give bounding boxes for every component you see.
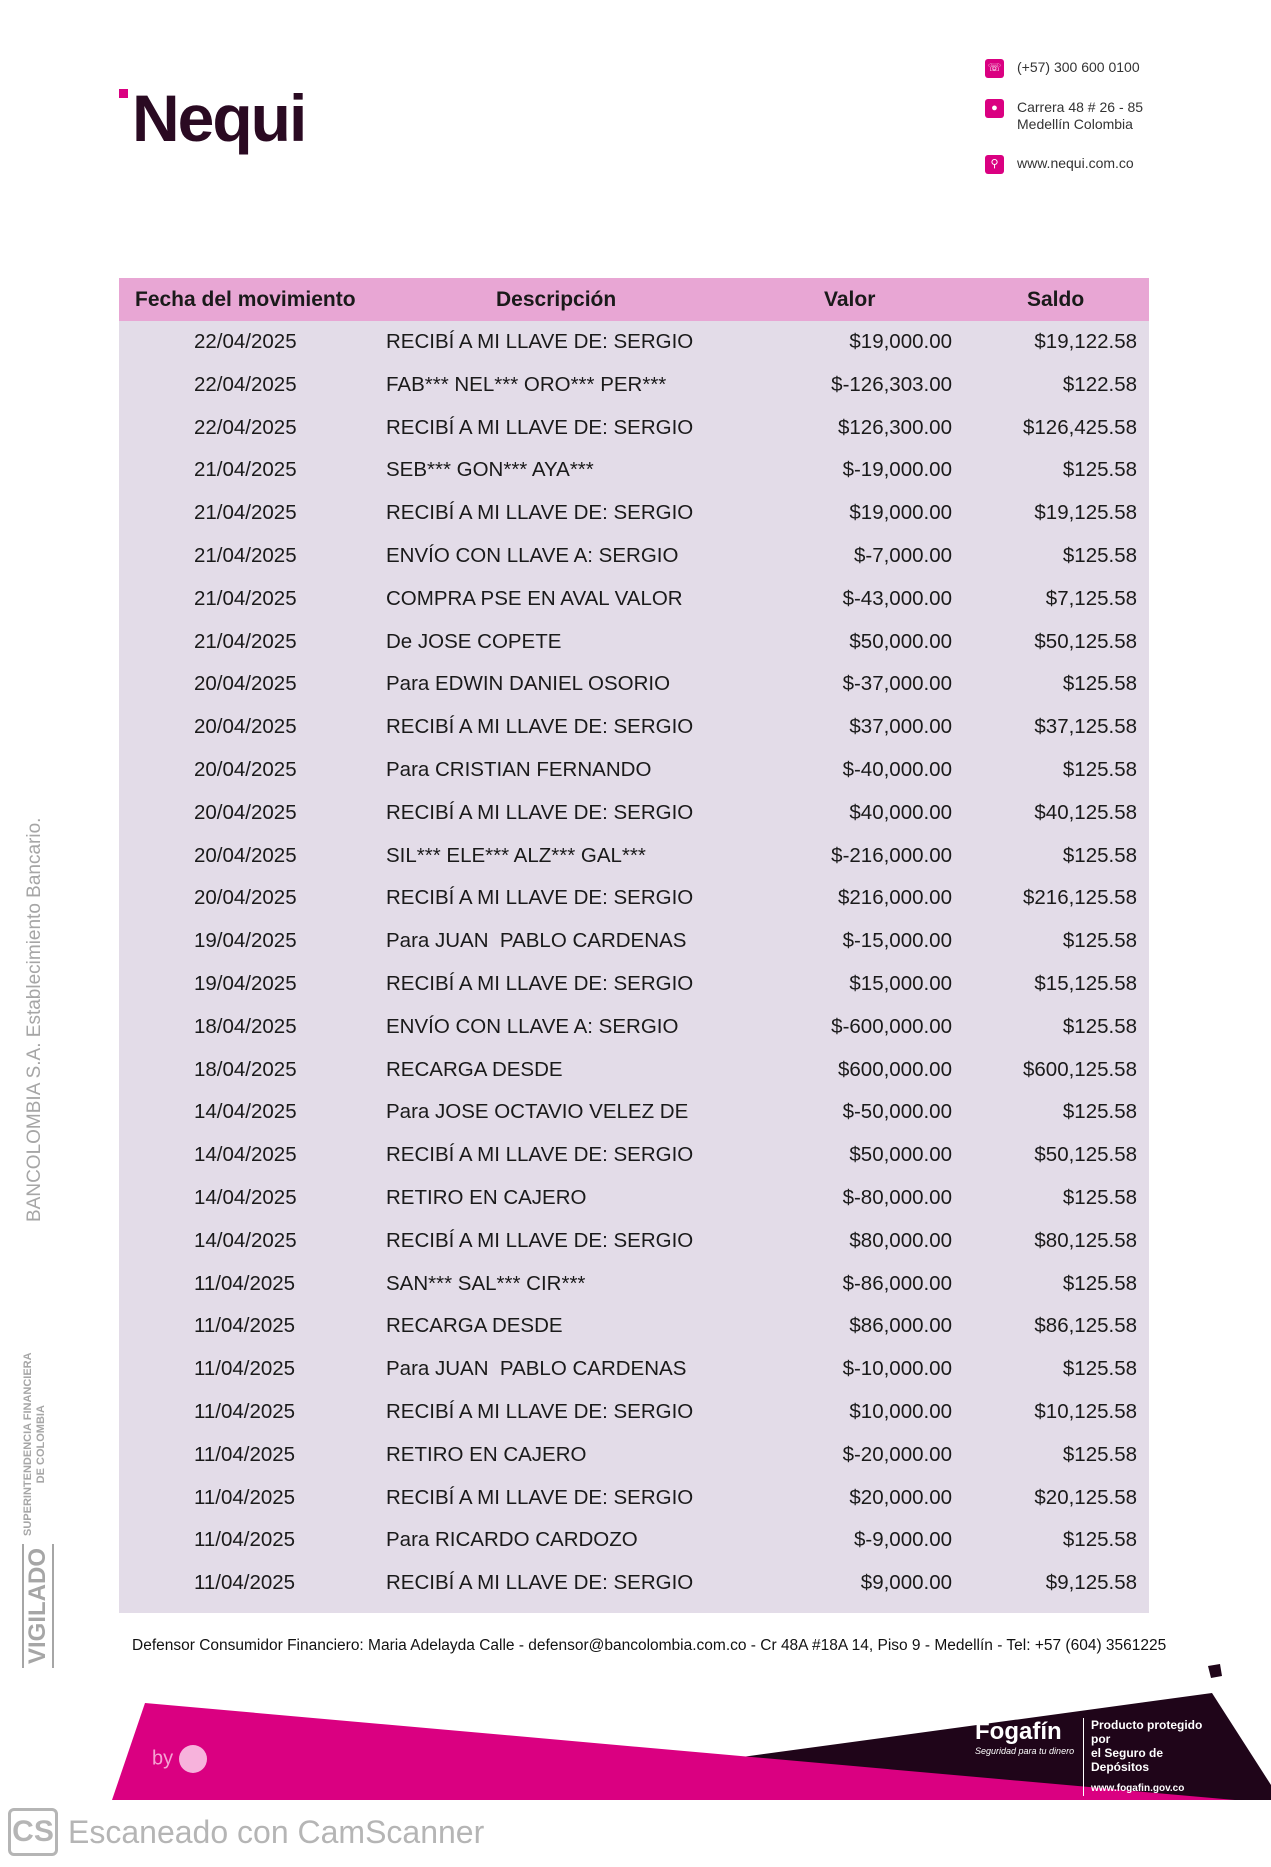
cell-balance: $125.58	[1062, 543, 1137, 567]
table-row	[119, 1391, 1149, 1434]
cell-value: $-19,000.00	[842, 458, 952, 482]
location-pin-icon: ●	[985, 99, 1004, 118]
cell-balance: $7,125.58	[1045, 586, 1137, 610]
cell-value: $-10,000.00	[842, 1357, 952, 1381]
table-row	[119, 835, 1149, 878]
footer-corner-mark	[1208, 1664, 1222, 1678]
table-row	[119, 663, 1149, 706]
cell-date: 21/04/2025	[194, 629, 297, 653]
table-row	[119, 1477, 1149, 1520]
cell-date: 11/04/2025	[194, 1485, 296, 1509]
cell-balance: $125.58	[1062, 672, 1137, 696]
cell-date: 18/04/2025	[194, 1014, 297, 1038]
table-row	[119, 1305, 1149, 1348]
vigilado-seal: VIGILADO SUPERINTENDENCIA FINANCIERA DE COLOMBIA	[22, 1352, 54, 1668]
cell-description: Para RICARDO CARDOZO	[386, 1528, 638, 1552]
cell-value: $40,000.00	[849, 800, 952, 824]
link-icon: ⚲	[985, 155, 1004, 174]
phone-icon: ☏	[985, 59, 1004, 78]
cell-balance: $10,125.58	[1034, 1399, 1137, 1423]
cell-balance: $125.58	[1062, 1185, 1137, 1209]
cell-date: 22/04/2025	[194, 415, 297, 439]
cell-description: RECARGA DESDE	[386, 1057, 563, 1081]
bancolombia-icon	[179, 1745, 207, 1773]
cell-date: 14/04/2025	[194, 1100, 297, 1124]
table-row	[119, 1134, 1149, 1177]
footer-banner	[0, 1660, 1271, 1810]
cell-value: $15,000.00	[849, 971, 952, 995]
table-row	[119, 364, 1149, 407]
cell-description: ENVÍO CON LLAVE A: SERGIO	[386, 543, 679, 567]
cell-value: $-50,000.00	[842, 1100, 952, 1124]
table-row	[119, 1562, 1149, 1605]
table-row	[119, 706, 1149, 749]
cell-value: $19,000.00	[849, 330, 952, 353]
table-row	[119, 1006, 1149, 1049]
cell-value: $-20,000.00	[842, 1442, 952, 1466]
cell-value: $86,000.00	[849, 1314, 952, 1338]
table-row	[119, 963, 1149, 1006]
cell-date: 11/04/2025	[194, 1271, 296, 1295]
header-description: Descripción	[496, 287, 617, 311]
table-row	[119, 492, 1149, 535]
cell-description: RETIRO EN CAJERO	[386, 1442, 587, 1466]
table-row	[119, 1519, 1149, 1562]
cell-date: 11/04/2025	[194, 1399, 296, 1423]
cell-date: 14/04/2025	[194, 1228, 297, 1252]
table-row	[119, 578, 1149, 621]
table-row	[119, 621, 1149, 664]
table-row	[119, 449, 1149, 492]
cell-value: $-86,000.00	[842, 1271, 952, 1295]
cell-date: 20/04/2025	[194, 800, 297, 824]
table-row	[119, 407, 1149, 450]
table-row	[119, 792, 1149, 835]
cell-balance: $125.58	[1062, 458, 1137, 482]
table-row	[119, 1049, 1149, 1092]
cell-balance: $125.58	[1062, 929, 1137, 953]
contact-phone: ☏ (+57) 300 600 0100	[985, 59, 1140, 76]
cell-description: Para CRISTIAN FERNANDO	[386, 757, 652, 781]
cell-date: 20/04/2025	[194, 672, 297, 696]
cell-value: $600,000.00	[837, 1057, 952, 1081]
cell-balance: $80,125.58	[1034, 1228, 1137, 1252]
cell-balance: $20,125.58	[1034, 1485, 1137, 1509]
cell-value: $19,000.00	[849, 501, 952, 525]
cell-date: 11/04/2025	[194, 1314, 296, 1338]
table-header	[119, 278, 1149, 321]
fogafin-badge: Fogafín Seguridad para tu dinero Producto protegido por el Seguro de Depósitos www.fogafin.gov.co	[975, 1718, 1074, 1756]
camscanner-watermark: CS Escaneado con CamScanner	[8, 1808, 484, 1856]
cell-date: 21/04/2025	[194, 543, 297, 567]
cell-balance: $125.58	[1062, 1271, 1137, 1295]
cell-value: $50,000.00	[849, 629, 952, 653]
cell-value: $80,000.00	[849, 1228, 952, 1252]
cell-value: $37,000.00	[849, 715, 952, 739]
cell-date: 21/04/2025	[194, 501, 297, 525]
cell-description: RECIBÍ A MI LLAVE DE: SERGIO	[386, 1571, 694, 1595]
table-row	[119, 1220, 1149, 1263]
cell-balance: $37,125.58	[1034, 715, 1137, 739]
cell-value: $-9,000.00	[853, 1528, 952, 1552]
cell-value: $9,000.00	[860, 1571, 952, 1595]
cell-date: 14/04/2025	[194, 1185, 297, 1209]
cell-balance: $40,125.58	[1034, 800, 1137, 824]
cell-description: RECIBÍ A MI LLAVE DE: SERGIO	[386, 501, 694, 525]
nequi-logo: Nequi	[118, 80, 305, 156]
cell-date: 19/04/2025	[194, 971, 297, 995]
cell-date: 21/04/2025	[194, 586, 297, 610]
cell-balance: $216,125.58	[1022, 886, 1137, 910]
cell-date: 20/04/2025	[194, 715, 297, 739]
cell-balance: $125.58	[1062, 1014, 1137, 1038]
bank-legal-text: BANCOLOMBIA S.A. Establecimiento Bancario.	[24, 817, 45, 1222]
cell-date: 20/04/2025	[194, 843, 297, 867]
cell-balance: $50,125.58	[1034, 629, 1137, 653]
cell-description: RECIBÍ A MI LLAVE DE: SERGIO	[386, 1228, 694, 1252]
cell-description: RECIBÍ A MI LLAVE DE: SERGIO	[386, 1399, 694, 1423]
cell-balance: $125.58	[1062, 1528, 1137, 1552]
cell-description: RECARGA DESDE	[386, 1314, 563, 1338]
cell-date: 22/04/2025	[194, 372, 297, 396]
cell-date: 20/04/2025	[194, 886, 297, 910]
table-row	[119, 877, 1149, 920]
table-row	[119, 1091, 1149, 1134]
table-row	[119, 1177, 1149, 1220]
table-row	[119, 1348, 1149, 1391]
cell-description: RECIBÍ A MI LLAVE DE: SERGIO	[386, 415, 694, 439]
cell-balance: $125.58	[1062, 1442, 1137, 1466]
cell-description: Para JUAN PABLO CARDENAS	[386, 1357, 687, 1381]
cell-balance: $125.58	[1062, 1357, 1137, 1381]
cell-date: 18/04/2025	[194, 1057, 297, 1081]
table-row	[119, 1263, 1149, 1306]
cell-description: COMPRA PSE EN AVAL VALOR	[386, 586, 683, 610]
cell-value: $20,000.00	[849, 1485, 952, 1509]
cell-description: De JOSE COPETE	[386, 629, 562, 653]
cell-description: RETIRO EN CAJERO	[386, 1185, 587, 1209]
cell-description: ENVÍO CON LLAVE A: SERGIO	[386, 1014, 679, 1038]
cell-balance: $9,125.58	[1045, 1571, 1137, 1595]
cell-value: $-600,000.00	[831, 1014, 952, 1038]
cell-balance: $125.58	[1062, 1100, 1137, 1124]
cell-balance: $86,125.58	[1034, 1314, 1137, 1338]
cell-value: $-80,000.00	[842, 1185, 952, 1209]
header-date: Fecha del movimiento	[135, 287, 356, 311]
table-row	[119, 321, 1149, 364]
cell-balance: $19,122.58	[1034, 330, 1137, 353]
table-row	[119, 535, 1149, 578]
cell-value: $126,300.00	[837, 415, 952, 439]
defensor-info: Defensor Consumidor Financiero: Maria Adelayda Calle - defensor@bancolombia.com.co - Cr 48A #18A 14, Piso 9 - Medellín - Tel: +57 (604) 3561225	[132, 1637, 1167, 1654]
table-row	[119, 1434, 1149, 1477]
cell-date: 20/04/2025	[194, 757, 297, 781]
cell-balance: $126,425.58	[1022, 415, 1137, 439]
cell-balance: $50,125.58	[1034, 1143, 1137, 1167]
cell-date: 11/04/2025	[194, 1528, 296, 1552]
table-row	[119, 749, 1149, 792]
by-bancolombia: by	[152, 1745, 207, 1773]
cell-description: Para JOSE OCTAVIO VELEZ DE	[386, 1100, 689, 1124]
cell-balance: $15,125.58	[1034, 971, 1137, 995]
cell-balance: $122.58	[1062, 372, 1137, 396]
cell-date: 11/04/2025	[194, 1571, 296, 1595]
contact-address: ● Carrera 48 # 26 - 85 Medellín Colombia	[985, 99, 1143, 133]
cell-value: $-37,000.00	[842, 672, 952, 696]
movements-table	[119, 278, 1149, 1613]
contact-website[interactable]: ⚲ www.nequi.com.co	[985, 155, 1134, 172]
cell-description: Para EDWIN DANIEL OSORIO	[386, 672, 671, 696]
cell-description: RECIBÍ A MI LLAVE DE: SERGIO	[386, 1143, 694, 1167]
cell-date: 19/04/2025	[194, 929, 297, 953]
cell-value: $10,000.00	[849, 1399, 952, 1423]
cell-description: RECIBÍ A MI LLAVE DE: SERGIO	[386, 1485, 694, 1509]
cell-date: 11/04/2025	[194, 1442, 296, 1466]
cell-date: 22/04/2025	[194, 330, 297, 353]
cell-value: $-43,000.00	[842, 586, 952, 610]
cell-balance: $125.58	[1062, 757, 1137, 781]
cell-description: RECIBÍ A MI LLAVE DE: SERGIO	[386, 330, 694, 353]
cell-description: SAN*** SAL*** CIR***	[386, 1271, 586, 1295]
cell-value: $-7,000.00	[853, 543, 952, 567]
cell-value: $-40,000.00	[842, 757, 952, 781]
cell-value: $216,000.00	[837, 886, 952, 910]
table-body	[119, 321, 1149, 1613]
cell-description: RECIBÍ A MI LLAVE DE: SERGIO	[386, 800, 694, 824]
logo-dot	[119, 89, 128, 98]
cell-balance: $19,125.58	[1034, 501, 1137, 525]
cell-value: $50,000.00	[849, 1143, 952, 1167]
cell-value: $-126,303.00	[831, 372, 952, 396]
cell-description: SIL*** ELE*** ALZ*** GAL***	[386, 843, 646, 867]
cell-description: Para JUAN PABLO CARDENAS	[386, 929, 687, 953]
cell-value: $-216,000.00	[831, 843, 952, 867]
cell-date: 11/04/2025	[194, 1357, 296, 1381]
cell-date: 14/04/2025	[194, 1143, 297, 1167]
header-value: Valor	[824, 287, 876, 311]
cell-description: RECIBÍ A MI LLAVE DE: SERGIO	[386, 971, 694, 995]
cell-description: RECIBÍ A MI LLAVE DE: SERGIO	[386, 886, 694, 910]
cell-description: RECIBÍ A MI LLAVE DE: SERGIO	[386, 715, 694, 739]
header-balance: Saldo	[1027, 287, 1085, 311]
cell-balance: $125.58	[1062, 843, 1137, 867]
cell-description: SEB*** GON*** AYA***	[386, 458, 594, 482]
cell-description: FAB*** NEL*** ORO*** PER***	[386, 372, 667, 396]
table-row	[119, 920, 1149, 963]
cell-value: $-15,000.00	[842, 929, 952, 953]
cell-date: 21/04/2025	[194, 458, 297, 482]
cell-balance: $600,125.58	[1022, 1057, 1137, 1081]
